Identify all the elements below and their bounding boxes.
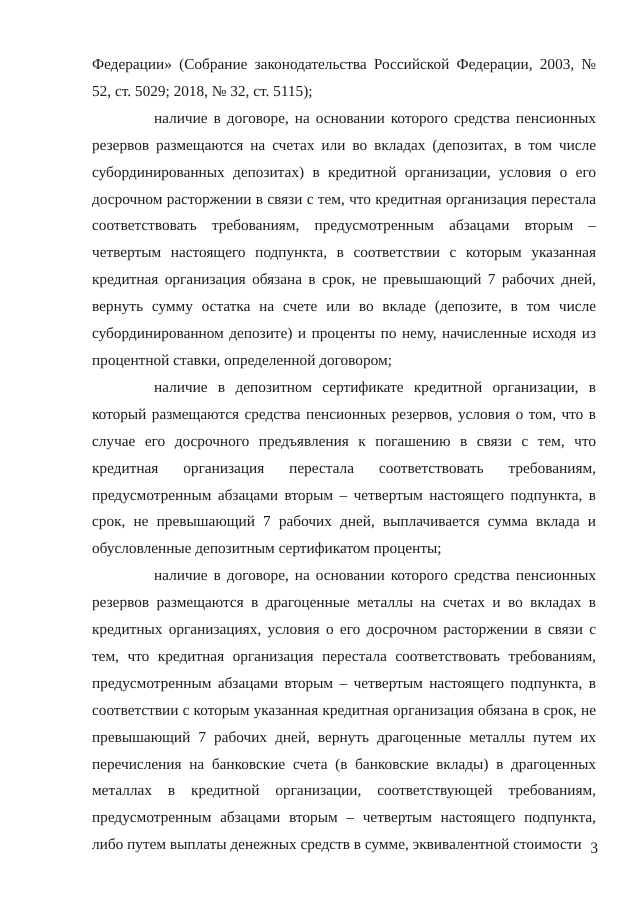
paragraph-deposit-certificate: наличие в депозитном сертификате кредитной организации, в который размещаются средства пенсионных резервов, условия о том, что в случае его досрочного предъявления к погашению в связи с тем, что кредитная организация перестала соответствовать требованиям, предусмотренным абзацами вторым – четвертым настоящего подпункта, в срок, не превышающий 7 рабочих дней, выплачивается сумма вклада и обусловленные депозитным сертификатом проценты;: [92, 378, 596, 558]
paragraph-precious-metals: наличие в договоре, на основании которого средства пенсионных резервов размещаются в драгоценные металлы на счетах и во вкладах в кредитных организациях, условия о его досрочном расторжении в связи с тем, что кредитная организация перестала соответствовать требованиям, предусмотренным абзацами вторым – четвертым настоящего подпункта, в соответствии с которым указанная кредитная организация обязана в срок, не превышающий 7 рабочих дней, вернуть драгоценные металлы путем их перечисления на банковские счета (в банковские вклады) в драгоценных металлах в кредитной организации, соответствующей требованиям, предусмотренным абзацами вторым – четвертым настоящего подпункта, либо путем выплаты денежных средств в сумме, эквивалентной стоимости: [92, 567, 596, 854]
paragraph-deposit-agreement: наличие в договоре, на основании которого средства пенсионных резервов размещаются на счетах или во вкладах (депозитах, в том числе субординированных депозитах) в кредитной организации, условия о его досрочном расторжении в связи с тем, что кредитная организация перестала соответствовать требованиям, предусмотренным абзацами вторым – четвертым настоящего подпункта, в соответствии с которым указанная кредитная организация обязана в срок, не превышающий 7 рабочих дней, вернуть сумму остатка на счете или во вкладе (депозите, в том числе субординированном депозите) и проценты по нему, начисленные исходя из процентной ставки, определенной договором;: [92, 109, 596, 369]
paragraph-continuation: Федерации» (Собрание законодательства Российской Федерации, 2003, № 52, ст. 5029; 2018, № 32, ст. 5115);: [92, 56, 596, 100]
page-number: 3: [590, 840, 598, 857]
document-body: [92, 52, 596, 859]
